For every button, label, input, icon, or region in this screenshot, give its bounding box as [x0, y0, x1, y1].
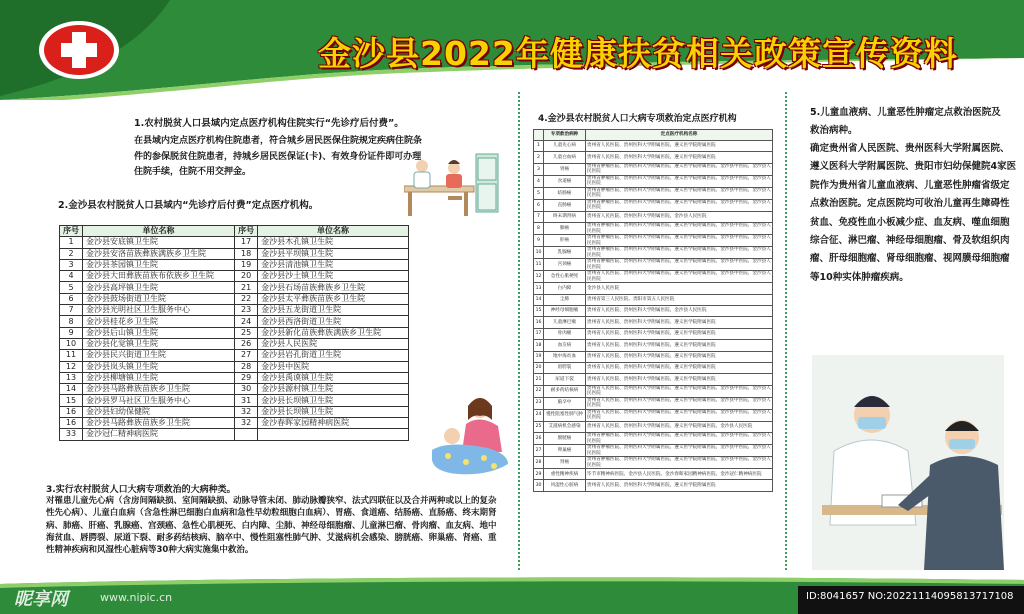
column-divider — [518, 92, 520, 570]
hospital-name-cell: 金沙县光明社区卫生服务中心 — [83, 305, 235, 316]
designated-hospital-table-body — [60, 237, 409, 440]
row-number-cell: 21 — [534, 374, 544, 385]
section-5-title: 5.儿童血液病、儿童恶性肿瘤定点救治医院及救治病种。 — [810, 107, 1001, 136]
row-number-cell: 27 — [235, 350, 258, 361]
hospital-name-cell: 金沙县大田彝族苗族布依族乡卫生院 — [83, 271, 235, 282]
table-row — [534, 457, 773, 469]
designated-hospitals-cell: 贵州省人民医院、贵州医科大学附属医院、遵义医学院附属医院 — [586, 480, 773, 491]
table-row — [534, 294, 773, 305]
section-4-title: 4.金沙县农村脱贫人口大病专项救治定点医疗机构 — [538, 114, 737, 124]
row-number-cell: 26 — [235, 338, 258, 349]
hospital-name-cell: 金沙县人民医院 — [258, 338, 409, 349]
section-1-body: 在县域内定点医疗机构住院患者，符合城乡居民医保住院规定疾病住院条件的参保脱贫住院患者，持城乡居民医保证(卡)、有效身份证件即可办理住院手续，住院不用交押金。 — [134, 136, 423, 177]
table-row — [534, 374, 773, 385]
row-number-cell: 12 — [534, 271, 544, 283]
designated-hospitals-cell: 贵州省肿瘤医院、贵州医科大学附属医院、遵义医学院附属医院、金沙县中医院、金沙县人民医院 — [587, 457, 771, 468]
disease-name-cell: 尿道下裂 — [544, 374, 586, 385]
hospital-name-cell: 金沙县柳塘镇卫生院 — [83, 372, 235, 383]
row-number-cell: 5 — [534, 187, 544, 199]
table-row — [60, 271, 409, 282]
row-number-cell: 15 — [534, 305, 544, 316]
table-row — [534, 433, 773, 445]
row-number-cell: 16 — [60, 418, 83, 429]
row-number-cell: 21 — [235, 282, 258, 293]
disease-name-cell: 儿童淋巴瘤 — [544, 317, 586, 328]
disease-name-cell: 肾癌 — [544, 457, 586, 469]
table-row — [60, 259, 409, 270]
row-number-cell: 13 — [60, 372, 83, 383]
table-row — [534, 469, 773, 480]
row-number-cell: 10 — [60, 338, 83, 349]
table-row — [534, 187, 773, 199]
hospital-name-cell: 金沙县妇幼保健院 — [83, 406, 235, 417]
row-number-cell: 2 — [534, 152, 544, 163]
row-number-cell: 11 — [534, 259, 544, 271]
row-number-cell: 4 — [534, 175, 544, 187]
hospital-name-cell: 金沙县茶园镇卫生院 — [83, 259, 235, 270]
row-number-cell: 25 — [235, 327, 258, 338]
table-row — [60, 338, 409, 349]
table-header-cell: 定点医疗机构名称 — [586, 130, 773, 141]
designated-hospitals-cell: 贵州省第三人民医院、贵阳市第五人民医院 — [586, 294, 773, 305]
hospital-name-cell: 金沙春晖家园精神病医院 — [258, 418, 409, 429]
row-number-cell: 20 — [534, 362, 544, 373]
row-number-cell: 7 — [60, 305, 83, 316]
hospital-name-cell: 金沙县鼓场街道卫生院 — [83, 293, 235, 304]
table-row — [60, 372, 409, 383]
table-row — [534, 259, 773, 271]
disease-name-cell: 尘肺 — [544, 294, 586, 305]
designated-hospitals-cell: 贵州省肿瘤医院、贵州医科大学附属医院、遵义医学院附属医院、金沙县中医院、金沙县人民医院 — [587, 259, 771, 270]
doctor-consultation-illustration-icon — [404, 152, 514, 222]
designated-hospitals-cell: 毕节市精神病医院、金沙县人民医院、金沙春晖家园精神病医院、金沙冠仁精神病医院 — [586, 469, 773, 480]
hospital-name-cell: 金沙县石场苗族彝族乡卫生院 — [258, 282, 409, 293]
table-header-cell: 序号 — [235, 226, 258, 237]
table-row — [534, 480, 773, 491]
table-row — [534, 152, 773, 163]
hospital-name-cell: 金沙县长坝镇卫生院 — [258, 395, 409, 406]
hospital-name-cell: 金沙县长坝镇卫生院 — [258, 406, 409, 417]
designated-hospitals-cell: 贵州省肿瘤医院、贵州医科大学附属医院、遵义医学院附属医院、金沙县中医院、金沙县人民医院 — [587, 235, 771, 246]
hospital-name-cell: 金沙县岚头镇卫生院 — [83, 361, 235, 372]
hospital-name-cell: 金沙县木孔镇卫生院 — [258, 237, 409, 248]
section-1-title: 1.农村脱贫人口县域内定点医疗机构住院实行“先诊疗后付费”。 — [134, 118, 404, 129]
disease-name-cell: 神经母细胞瘤 — [544, 305, 586, 316]
row-number-cell: 25 — [534, 421, 544, 432]
hospital-name-cell: 金沙县沙土镇卫生院 — [258, 271, 409, 282]
table-row — [534, 175, 773, 187]
designated-hospitals-cell: 贵州省肿瘤医院、贵州医科大学附属医院、遵义医学院附属医院、金沙县中医院、金沙县人民医院 — [587, 223, 771, 234]
designated-hospitals-cell: 贵州省人民医院、贵州医科大学附属医院、遵义医学院附属医院、金沙县中医院、金沙县人民医院 — [587, 385, 771, 397]
table-row — [60, 384, 409, 395]
row-number-cell: 29 — [534, 469, 544, 480]
table-row — [534, 283, 773, 294]
column-divider — [785, 92, 787, 570]
table-row — [534, 397, 773, 409]
hospital-name-cell: 金沙县清池镇卫生院 — [258, 259, 409, 270]
designated-hospitals-cell: 贵州省肿瘤医院、贵州医科大学附属医院、遵义医学院附属医院、金沙县中医院、金沙县人民医院 — [587, 433, 771, 444]
designated-hospitals-cell: 贵州省人民医院、贵州医科大学附属医院、遵义医学院附属医院 — [586, 362, 773, 373]
table-row — [534, 421, 773, 432]
table-row — [534, 271, 773, 283]
hospital-name-cell: 金沙县罗马社区卫生服务中心 — [83, 395, 235, 406]
row-number-cell: 16 — [60, 406, 83, 417]
watermark-url: www.nipic.cn — [100, 591, 173, 604]
row-number-cell: 24 — [235, 316, 258, 327]
row-number-cell: 13 — [534, 283, 544, 294]
watermark-id: ID:8041657 NO:20221114095813717108 — [806, 591, 1014, 602]
table-row — [60, 327, 409, 338]
section-3-title: 3.实行农村脱贫人口大病专项救治的大病种类。 — [46, 485, 236, 495]
table-row — [60, 305, 409, 316]
designated-hospitals-cell: 贵州省人民医院、贵州医科大学附属医院、遵义医学院附属医院、金沙县中医院、金沙县人民医院 — [587, 409, 771, 421]
row-number-cell: 7 — [534, 211, 544, 222]
hospital-name-cell: 金沙县岩孔街道卫生院 — [258, 350, 409, 361]
row-number-cell: 30 — [235, 384, 258, 395]
table-header-cell: 单位名称 — [83, 226, 235, 237]
designated-hospitals-cell: 贵州省人民医院、贵州医科大学附属医院、遵义医学院附属医院、金沙县中医院、金沙县人民医院 — [587, 271, 771, 282]
row-number-cell: 15 — [60, 395, 83, 406]
table-row — [60, 282, 409, 293]
designated-hospitals-cell: 贵州省人民医院、贵州医科大学附属医院、遵义医学院附属医院、金沙县人民医院 — [586, 421, 773, 432]
mother-and-child-illustration-icon — [428, 394, 514, 478]
disease-name-cell: 重性精神疾病 — [544, 469, 586, 480]
hospital-name-cell: 金沙县安底镇卫生院 — [83, 237, 235, 248]
row-number-cell: 10 — [534, 247, 544, 259]
row-number-cell: 16 — [534, 317, 544, 328]
table-row — [534, 362, 773, 373]
table-row — [534, 445, 773, 457]
row-number-cell — [235, 429, 258, 440]
row-number-cell: 6 — [534, 199, 544, 211]
row-number-cell: 30 — [534, 480, 544, 491]
disease-name-cell: 食道癌 — [544, 175, 586, 187]
row-number-cell: 23 — [534, 397, 544, 409]
table-header-cell: 单位名称 — [258, 226, 409, 237]
hospital-name-cell: 金沙县后山镇卫生院 — [83, 327, 235, 338]
table-row — [60, 350, 409, 361]
disease-name-cell: 儿童先心病 — [544, 141, 586, 152]
medical-cross-logo-icon — [38, 20, 120, 80]
table-row — [534, 328, 773, 339]
row-number-cell: 5 — [60, 282, 83, 293]
hospital-name-cell: 金沙县马路彝族苗族乡卫生院 — [83, 384, 235, 395]
hospital-name-cell: 金沙县五龙街道卫生院 — [258, 305, 409, 316]
disease-name-cell: 直肠癌 — [544, 199, 586, 211]
designated-hospitals-cell: 贵州省人民医院、贵州医科大学附属医院、遵义医学院附属医院 — [586, 340, 773, 351]
hospital-name-cell: 金沙县太平彝族苗族乡卫生院 — [258, 293, 409, 304]
disease-name-cell: 慢性阻塞性肺气肿 — [544, 409, 586, 421]
hospital-name-cell: 金沙县化觉镇卫生院 — [83, 338, 235, 349]
row-number-cell: 9 — [60, 327, 83, 338]
table-header-cell — [534, 130, 544, 141]
designated-hospitals-cell: 贵州省肿瘤医院、贵州医科大学附属医院、遵义医学院附属医院、金沙县中医院、金沙县人民医院 — [587, 163, 771, 175]
hospital-name-cell: 金沙县高坪镇卫生院 — [83, 282, 235, 293]
designated-hospitals-cell: 贵州省肿瘤医院、贵州医科大学附属医院、遵义医学院附属医院、金沙县中医院、金沙县人民医院 — [587, 199, 771, 211]
doctor-patient-consultation-illustration-icon — [812, 355, 1004, 570]
section-3-body: 对罹患儿童先心病（含房间隔缺损、室间隔缺损、动脉导管未闭、肺动脉瓣狭窄、法式四联征以及合并两种或以上的复杂性先心病）、儿童白血病（含急性淋巴细胞白血病和急性早幼粒细胞白血病）、胃癌、食道癌、结肠癌、直肠癌、终末期肾病、肺癌、肝癌、乳腺癌、宫颈癌、急性心肌梗死、白内障、尘肺、神经母细胞瘤、儿童淋巴瘤、骨肉瘤、血友病、地中海贫血、唇腭裂、尿道下裂、耐多药结核病、脑卒中、慢性阻塞性肺气肿、艾滋病机会感染、膀胱癌、卵巢癌、肾癌、重性精神疾病和风湿性心脏病等30种大病实施集中救治。 — [46, 496, 497, 556]
disease-name-cell: 结肠癌 — [544, 187, 586, 199]
row-number-cell: 23 — [235, 305, 258, 316]
designated-hospitals-cell: 金沙县人民医院 — [586, 283, 773, 294]
hospital-name-cell: 金沙县禹谟镇卫生院 — [258, 372, 409, 383]
table-row — [534, 163, 773, 175]
designated-hospitals-cell: 贵州省人民医院、贵州医科大学附属医院、金沙县人民医院 — [586, 211, 773, 222]
disease-name-cell: 脑卒中 — [544, 397, 586, 409]
row-number-cell: 1 — [60, 237, 83, 248]
row-number-cell: 19 — [534, 351, 544, 362]
row-number-cell: 3 — [534, 163, 544, 175]
designated-hospitals-cell: 贵州省人民医院、贵州医科大学附属医院、遵义医学院附属医院 — [586, 317, 773, 328]
disease-name-cell: 卵巢癌 — [544, 445, 586, 457]
row-number-cell: 6 — [60, 293, 83, 304]
table-row — [534, 305, 773, 316]
disease-name-cell: 肺癌 — [544, 223, 586, 235]
hospital-name-cell: 金沙县新化苗族彝族满族乡卫生院 — [258, 327, 409, 338]
row-number-cell: 28 — [235, 361, 258, 372]
disease-name-cell: 唇腭裂 — [544, 362, 586, 373]
row-number-cell: 22 — [534, 385, 544, 397]
designated-hospitals-cell: 贵州省肿瘤医院、贵州医科大学附属医院、遵义医学院附属医院、金沙县中医院、金沙县人民医院 — [587, 187, 771, 199]
row-number-cell: 33 — [60, 429, 83, 440]
section-5-body: 确定贵州省人民医院、贵州医科大学附属医院、遵义医科大学附属医院、贵阳市妇幼保健院4家医院作为贵州省儿童血液病、儿童恶性肿瘤省级定点救治医院。定点医院均可收治儿童再生障碍性贫血、免疫性血小板减少症、血友病、噬血细胞综合征、淋巴瘤、神经母细胞瘤、骨及软组织肉瘤、肝母细胞瘤、肾母细胞瘤、视网膜母细胞瘤等10种实体肿瘤疾病。 — [810, 143, 1017, 283]
disease-treatment-table — [533, 129, 773, 492]
table-row — [534, 247, 773, 259]
hospital-name-cell: 金沙县民兴街道卫生院 — [83, 350, 235, 361]
table-row — [60, 406, 409, 417]
designated-hospitals-cell: 贵州省肿瘤医院、贵州医科大学附属医院、遵义医学院附属医院、金沙县中医院、金沙县人民医院 — [587, 445, 771, 456]
row-number-cell: 28 — [534, 457, 544, 469]
row-number-cell: 31 — [235, 395, 258, 406]
table-header-cell: 专项救治病种 — [544, 130, 586, 141]
table-row — [534, 351, 773, 362]
row-number-cell: 24 — [534, 409, 544, 421]
disease-name-cell: 肝癌 — [544, 235, 586, 247]
hospital-name-cell: 金沙冠仁精神病医院 — [83, 429, 235, 440]
row-number-cell: 17 — [534, 328, 544, 339]
row-number-cell: 14 — [534, 294, 544, 305]
row-number-cell: 8 — [534, 223, 544, 235]
table-row — [534, 199, 773, 211]
row-number-cell: 8 — [60, 316, 83, 327]
disease-name-cell: 乳腺癌 — [544, 247, 586, 259]
hospital-name-cell: 金沙县安洛苗族彝族满族乡卫生院 — [83, 248, 235, 259]
disease-name-cell: 急性心肌梗死 — [544, 271, 586, 283]
disease-name-cell: 艾滋病机会感染 — [544, 421, 586, 432]
disease-name-cell: 宫颈癌 — [544, 259, 586, 271]
row-number-cell: 22 — [235, 293, 258, 304]
row-number-cell: 2 — [60, 248, 83, 259]
table-header-cell: 序号 — [60, 226, 83, 237]
designated-hospitals-cell: 贵州省人民医院、贵州医科大学附属医院、金沙县人民医院 — [586, 305, 773, 316]
row-number-cell: 27 — [534, 445, 544, 457]
table-row — [60, 418, 409, 429]
row-number-cell: 1 — [534, 141, 544, 152]
hospital-name-cell — [258, 429, 409, 440]
table-row — [60, 395, 409, 406]
table-row — [60, 316, 409, 327]
row-number-cell: 32 — [235, 406, 258, 417]
disease-name-cell: 白内障 — [544, 283, 586, 294]
row-number-cell: 17 — [235, 237, 258, 248]
hospital-name-cell: 金沙县西洛街道卫生院 — [258, 316, 409, 327]
hospital-name-cell: 金沙县马路彝族苗族乡卫生院 — [83, 418, 235, 429]
table-row — [534, 141, 773, 152]
table-row — [534, 409, 773, 421]
hospital-name-cell: 金沙县平坝镇卫生院 — [258, 248, 409, 259]
designated-hospitals-cell: 贵州省人民医院、贵州医科大学附属医院、遵义医学院附属医院、金沙县中医院、金沙县人民医院 — [587, 397, 771, 409]
disease-treatment-table-body — [534, 141, 773, 492]
header-banner — [0, 0, 1024, 100]
section-2-title: 2.金沙县农村脱贫人口县域内“先诊疗后付费”定点医疗机构。 — [58, 200, 319, 211]
table-row — [534, 223, 773, 235]
row-number-cell: 19 — [235, 259, 258, 270]
table-row — [534, 385, 773, 397]
designated-hospitals-cell: 贵州省肿瘤医院、贵州医科大学附属医院、遵义医学院附属医院、金沙县中医院、金沙县人民医院 — [587, 175, 771, 187]
watermark-logo-text: 昵享网 — [14, 589, 68, 610]
designated-hospitals-cell: 贵州省人民医院、贵州医科大学附属医院、遵义医学院附属医院 — [586, 351, 773, 362]
row-number-cell: 11 — [60, 350, 83, 361]
row-number-cell: 29 — [235, 372, 258, 383]
table-row — [60, 293, 409, 304]
row-number-cell: 4 — [60, 271, 83, 282]
disease-name-cell: 耐多药结核病 — [544, 385, 586, 397]
disease-name-cell: 儿童白血病 — [544, 152, 586, 163]
designated-hospitals-cell: 贵州省肿瘤医院、贵州医科大学附属医院、遵义医学院附属医院、金沙县中医院、金沙县人民医院 — [587, 247, 771, 258]
page-title: 金沙县2022年健康扶贫相关政策宣传资料 — [318, 34, 958, 73]
row-number-cell: 32 — [235, 418, 258, 429]
disease-name-cell: 地中海贫血 — [544, 351, 586, 362]
table-row — [534, 211, 773, 222]
row-number-cell: 20 — [235, 271, 258, 282]
designated-hospital-table — [59, 225, 409, 441]
disease-name-cell: 膀胱癌 — [544, 433, 586, 445]
disease-name-cell: 血友病 — [544, 340, 586, 351]
table-row — [534, 340, 773, 351]
designated-hospitals-cell: 贵州省人民医院、贵州医科大学附属医院、遵义医学院附属医院 — [586, 328, 773, 339]
disease-name-cell: 骨肉瘤 — [544, 328, 586, 339]
table-row — [60, 361, 409, 372]
disease-name-cell: 终末期肾病 — [544, 211, 586, 222]
row-number-cell: 12 — [60, 361, 83, 372]
designated-hospitals-cell: 贵州省人民医院、贵州医科大学附属医院、遵义医学院附属医院 — [586, 141, 773, 152]
row-number-cell: 14 — [60, 384, 83, 395]
table-row — [534, 317, 773, 328]
row-number-cell: 9 — [534, 235, 544, 247]
table-row — [534, 235, 773, 247]
hospital-name-cell: 金沙县桂花乡卫生院 — [83, 316, 235, 327]
table-row — [60, 248, 409, 259]
hospital-name-cell: 金沙县中医院 — [258, 361, 409, 372]
row-number-cell: 26 — [534, 433, 544, 445]
row-number-cell: 18 — [235, 248, 258, 259]
hospital-name-cell: 金沙县源村镇卫生院 — [258, 384, 409, 395]
designated-hospitals-cell: 贵州省人民医院、贵州医科大学附属医院、遵义医学院附属医院 — [586, 152, 773, 163]
row-number-cell: 18 — [534, 340, 544, 351]
designated-hospitals-cell: 贵州省人民医院、贵州医科大学附属医院、遵义医学院附属医院 — [586, 374, 773, 385]
table-row — [60, 237, 409, 248]
table-row — [60, 429, 409, 440]
disease-name-cell: 胃癌 — [544, 163, 586, 175]
row-number-cell: 3 — [60, 259, 83, 270]
disease-name-cell: 风湿性心脏病 — [544, 480, 586, 491]
